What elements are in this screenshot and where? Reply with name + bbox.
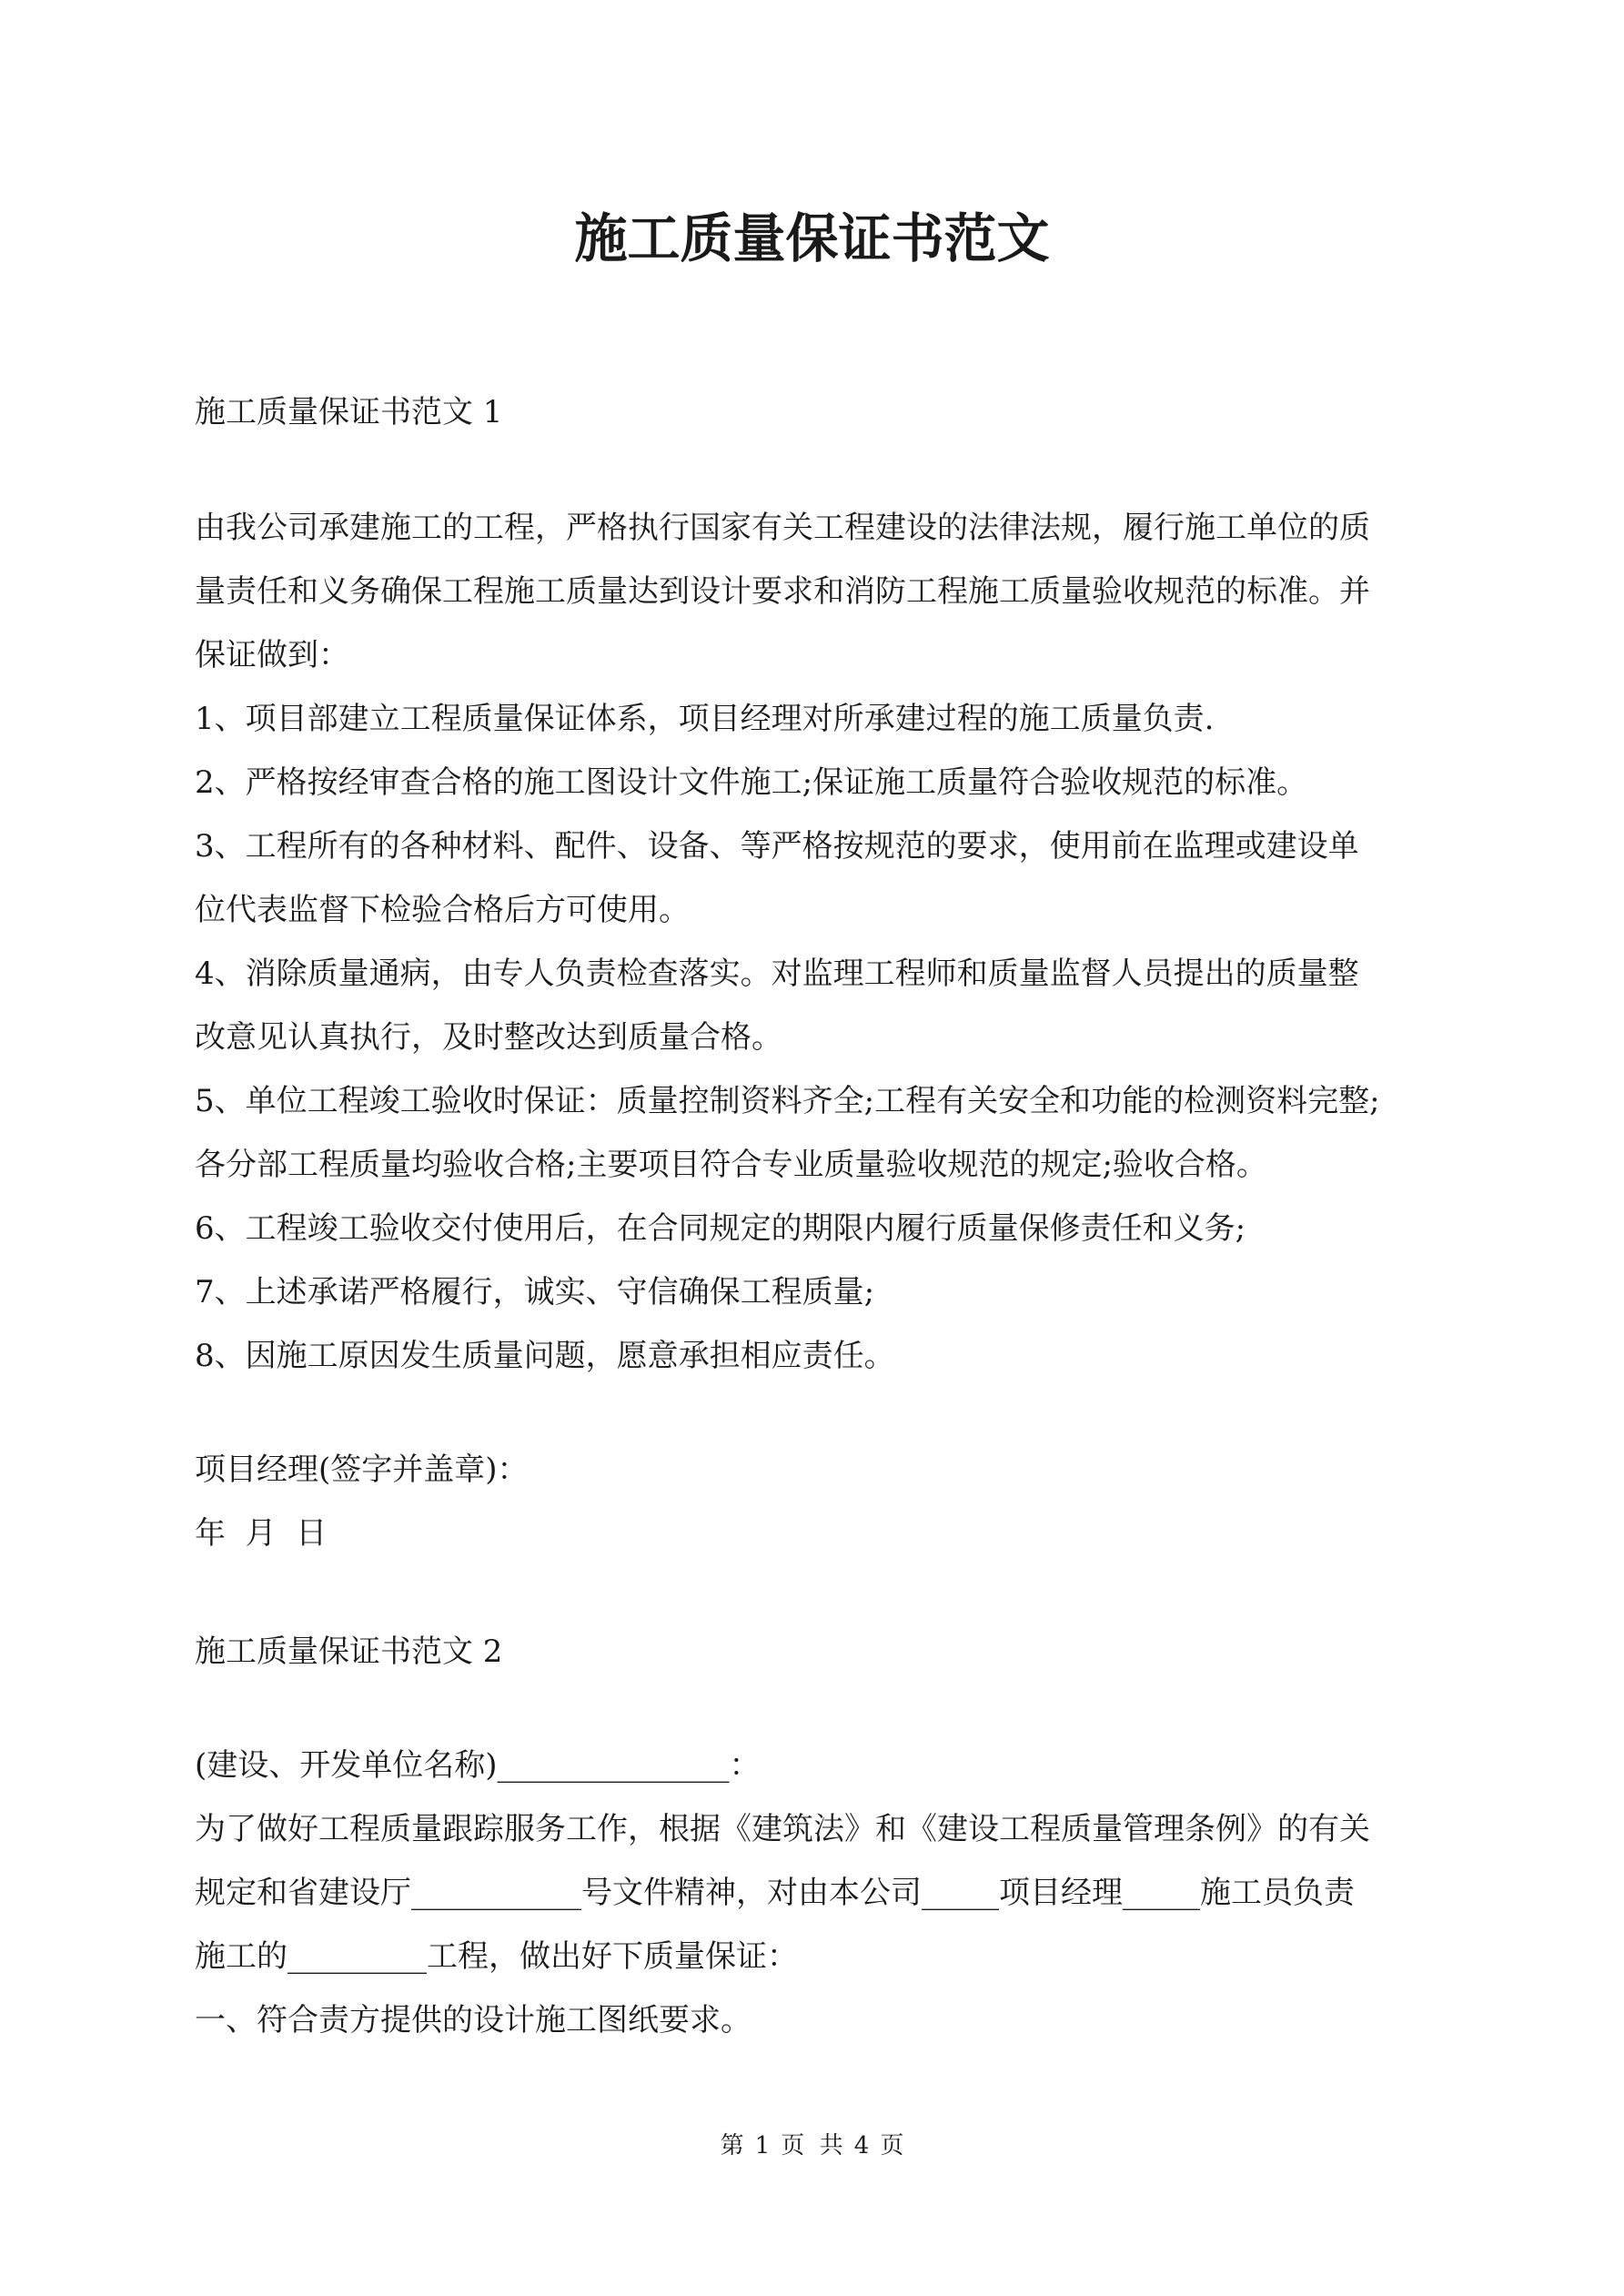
section-1-intro-line: 保证做到： (195, 637, 349, 673)
list-item-2: 2、严格按经审查合格的施工图设计文件施工;保证施工质量符合验收规范的标准。 (195, 764, 1308, 801)
page-footer (0, 2128, 1624, 2164)
section-2-body-line: 一、符合责方提供的设计施工图纸要求。 (195, 2002, 751, 2038)
page-label-mid: 页 共 (781, 2132, 843, 2159)
addressee-line: (建设、开发单位名称)_______________： (195, 1747, 761, 1784)
section-1-heading: 施工质量保证书范文 1 (195, 394, 503, 430)
list-item-8: 8、因施工原因发生质量问题，愿意承担相应责任。 (195, 1338, 895, 1374)
list-item-4-cont: 改意见认真执行，及时整改达到质量合格。 (195, 1019, 782, 1056)
list-item-6: 6、工程竣工验收交付使用后，在合同规定的期限内履行质量保修责任和义务; (195, 1210, 1246, 1247)
date-line: 年 月 日 (195, 1515, 328, 1552)
document-title: 施工质量保证书范文 (574, 207, 1050, 269)
signature-line: 项目经理(签字并盖章)： (195, 1451, 529, 1488)
section-2-heading: 施工质量保证书范文 2 (195, 1633, 503, 1670)
section-2-body-line: 规定和省建设厅___________号文件精神，对由本公司_____项目经理_____施工员负责 (195, 1875, 1355, 1911)
list-item-1: 1、项目部建立工程质量保证体系，项目经理对所承建过程的施工质量负责. (195, 701, 1215, 737)
section-2-body-line: 为了做好工程质量跟踪服务工作，根据《建筑法》和《建设工程质量管理条例》的有关 (195, 1811, 1370, 1847)
list-item-5: 5、单位工程竣工验收时保证：质量控制资料齐全;工程有关安全和功能的检测资料完整; (195, 1083, 1380, 1119)
list-item-3-cont: 位代表监督下检验合格后方可使用。 (195, 892, 690, 928)
section-1-intro-line: 由我公司承建施工的工程，严格执行国家有关工程建设的法律法规，履行施工单位的质 (195, 510, 1370, 546)
page-current: 1 (754, 2132, 771, 2159)
list-item-7: 7、上述承诺严格履行，诚实、守信确保工程质量; (195, 1274, 875, 1310)
list-item-3: 3、工程所有的各种材料、配件、设备、等严格按规范的要求，使用前在监理或建设单 (195, 828, 1359, 865)
section-1-intro-line: 量责任和义务确保工程施工质量达到设计要求和消防工程施工质量验收规范的标准。并 (195, 573, 1370, 610)
section-2-body-line: 施工的_________工程，做出好下质量保证： (195, 1938, 798, 1975)
page-total: 4 (853, 2132, 870, 2159)
list-item-4: 4、消除质量通病，由专人负责检查落实。对监理工程师和质量监督人员提出的质量整 (195, 956, 1359, 992)
page-label-pre: 第 (720, 2132, 744, 2159)
page-label-post: 页 (880, 2132, 904, 2159)
list-item-5-cont: 各分部工程质量均验收合格;主要项目符合专业质量验收规范的规定;验收合格。 (195, 1147, 1267, 1183)
